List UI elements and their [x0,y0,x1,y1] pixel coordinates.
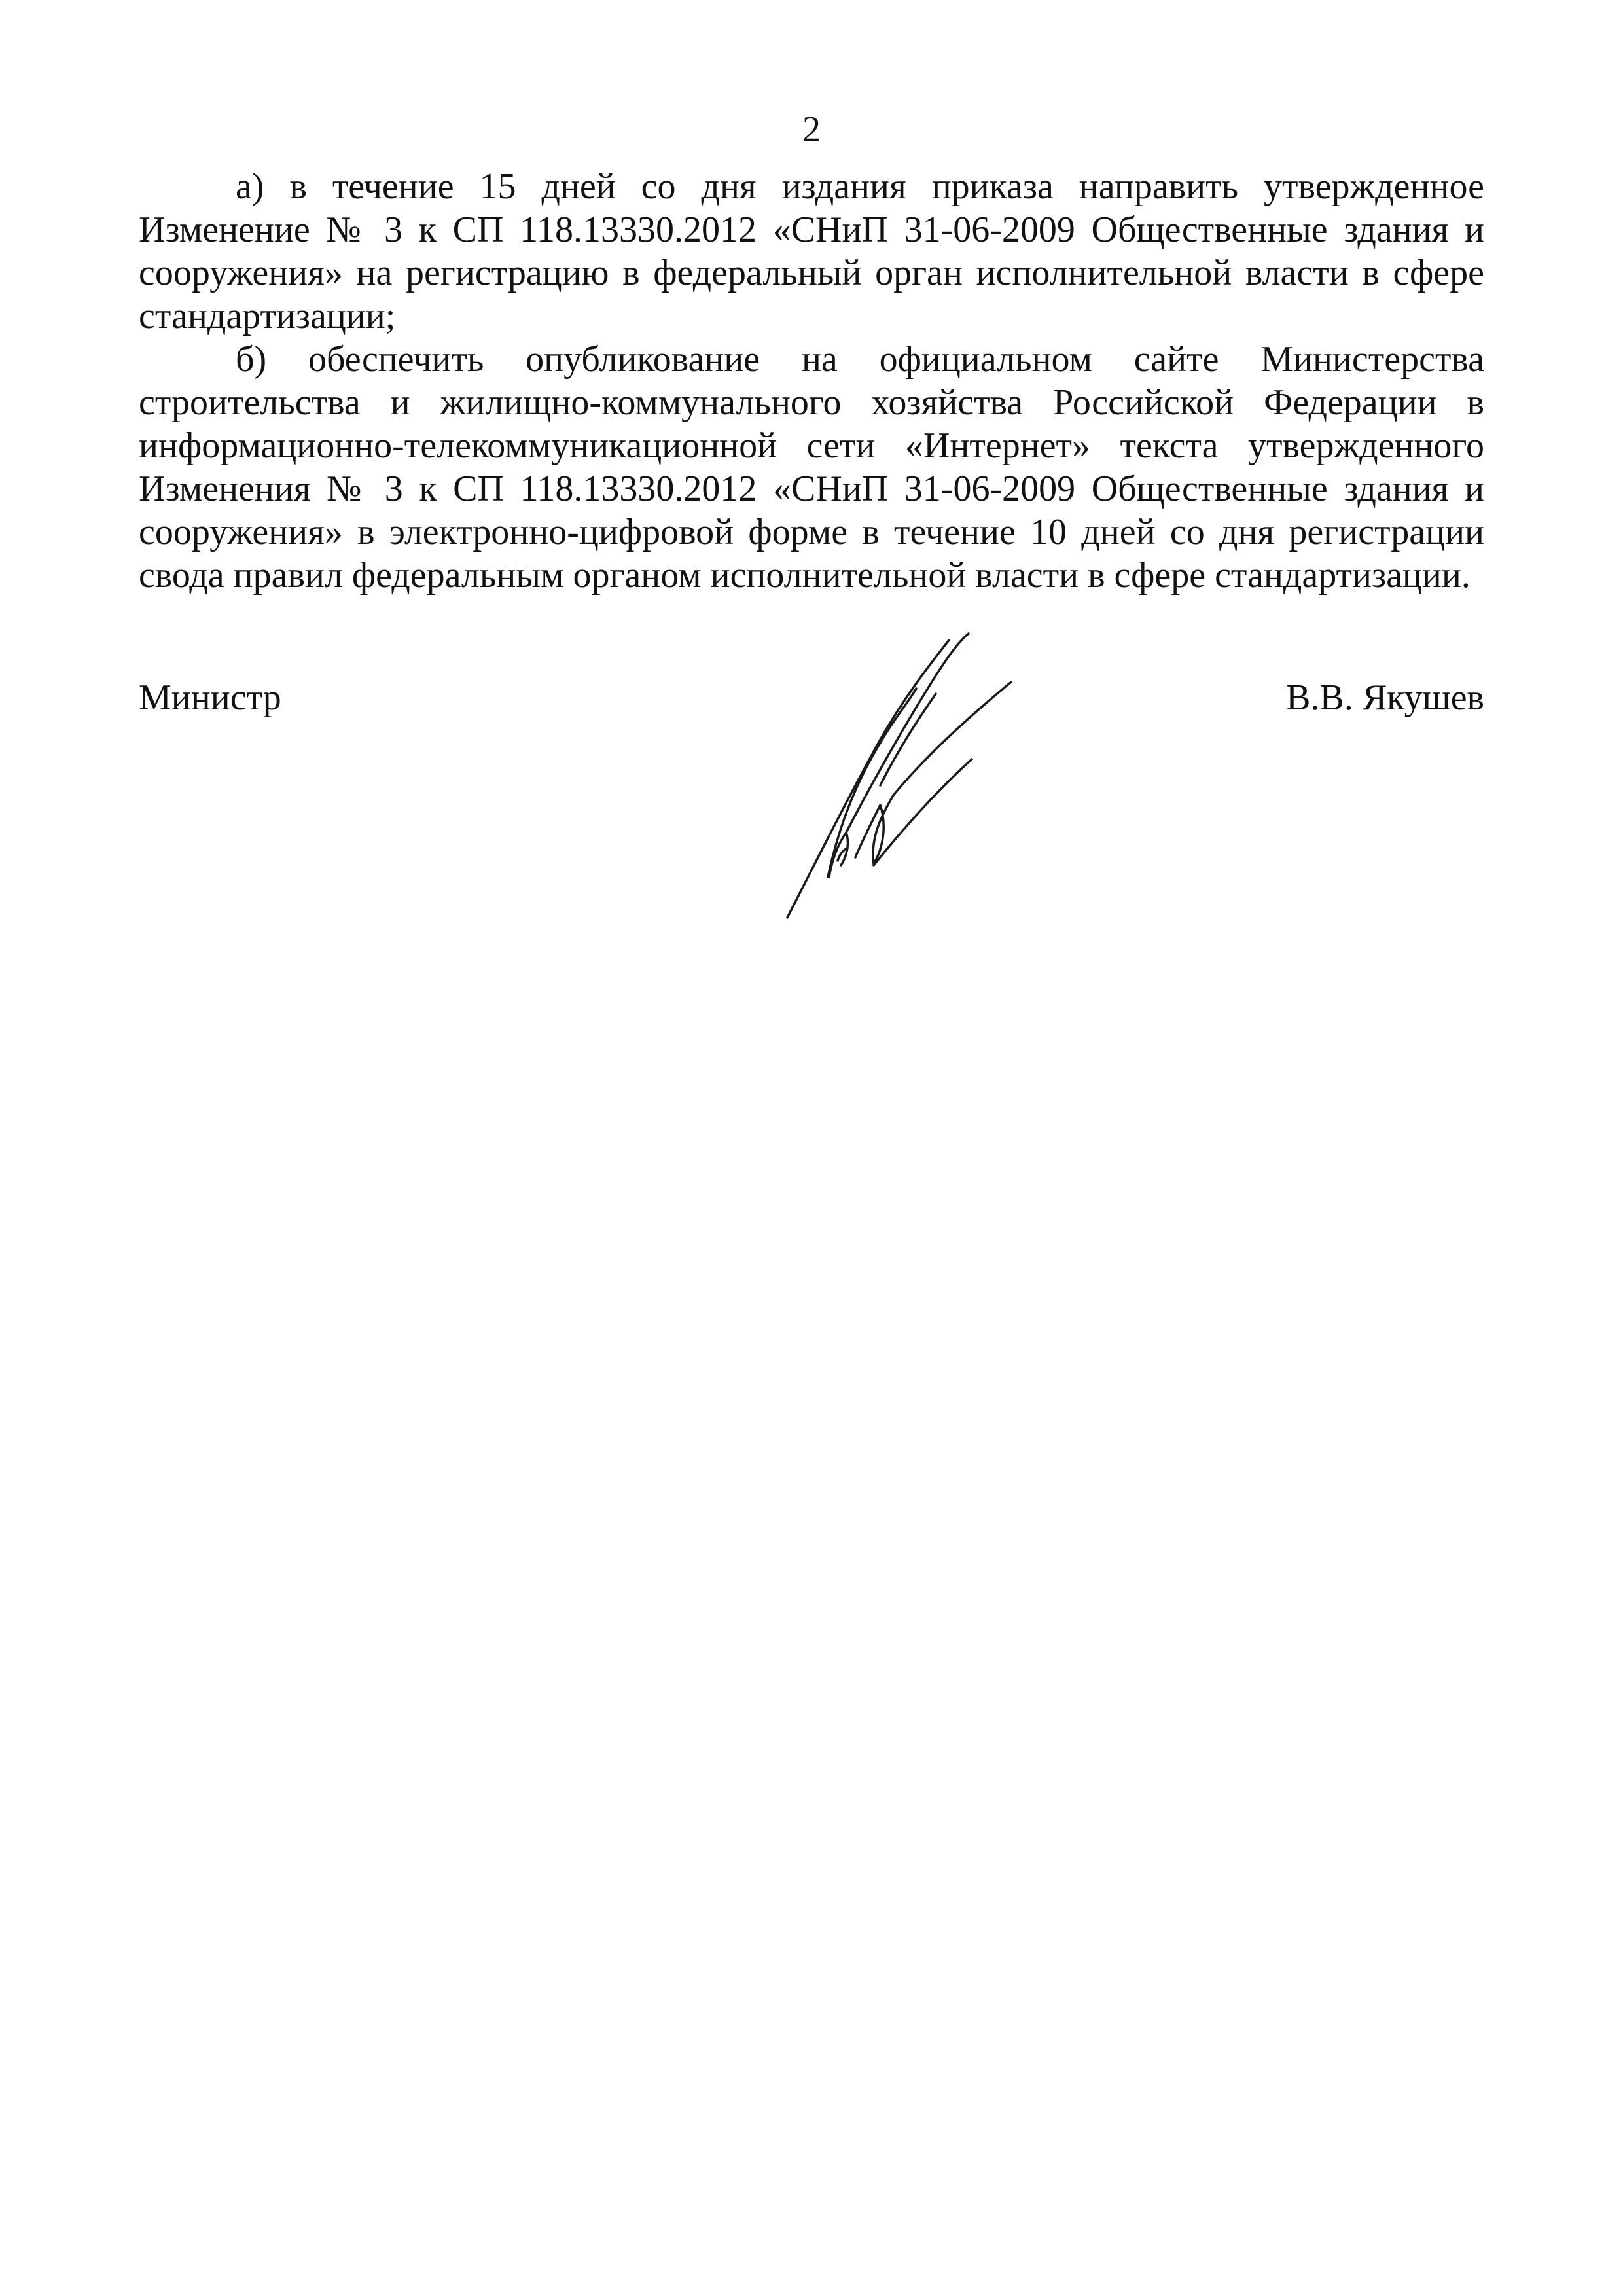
page-number: 2 [802,109,821,150]
paragraph-a: а) в течение 15 дней со дня издания приказа направить утвержденное Изменение № 3 к СП 118.13330.2012 «СНиП 31-06-2009 Общественные здания и сооружения» на регистрацию в федеральный орган исполнительной власти в сфере стандартизации; [139,166,1484,336]
signer-name: В.В. Якушев [1286,677,1484,718]
paragraph-b: б) обеспечить опубликование на официальном сайте Министерства строительства и жилищно-коммунального хозяйства Российской Федерации в информационно-телекоммуникационной сети «Интернет» текста утвержденного Изменения № 3 к СП 118.13330.2012 «СНиП 31-06-2009 Общественные здания и сооружения» в электронно-цифровой форме в течение 10 дней со дня регистрации свода правил федеральным органом исполнительной власти в сфере стандартизации. [139,339,1484,596]
handwritten-signature-icon [776,628,1103,929]
document-body [139,165,1484,597]
signer-position: Министр [139,677,281,718]
